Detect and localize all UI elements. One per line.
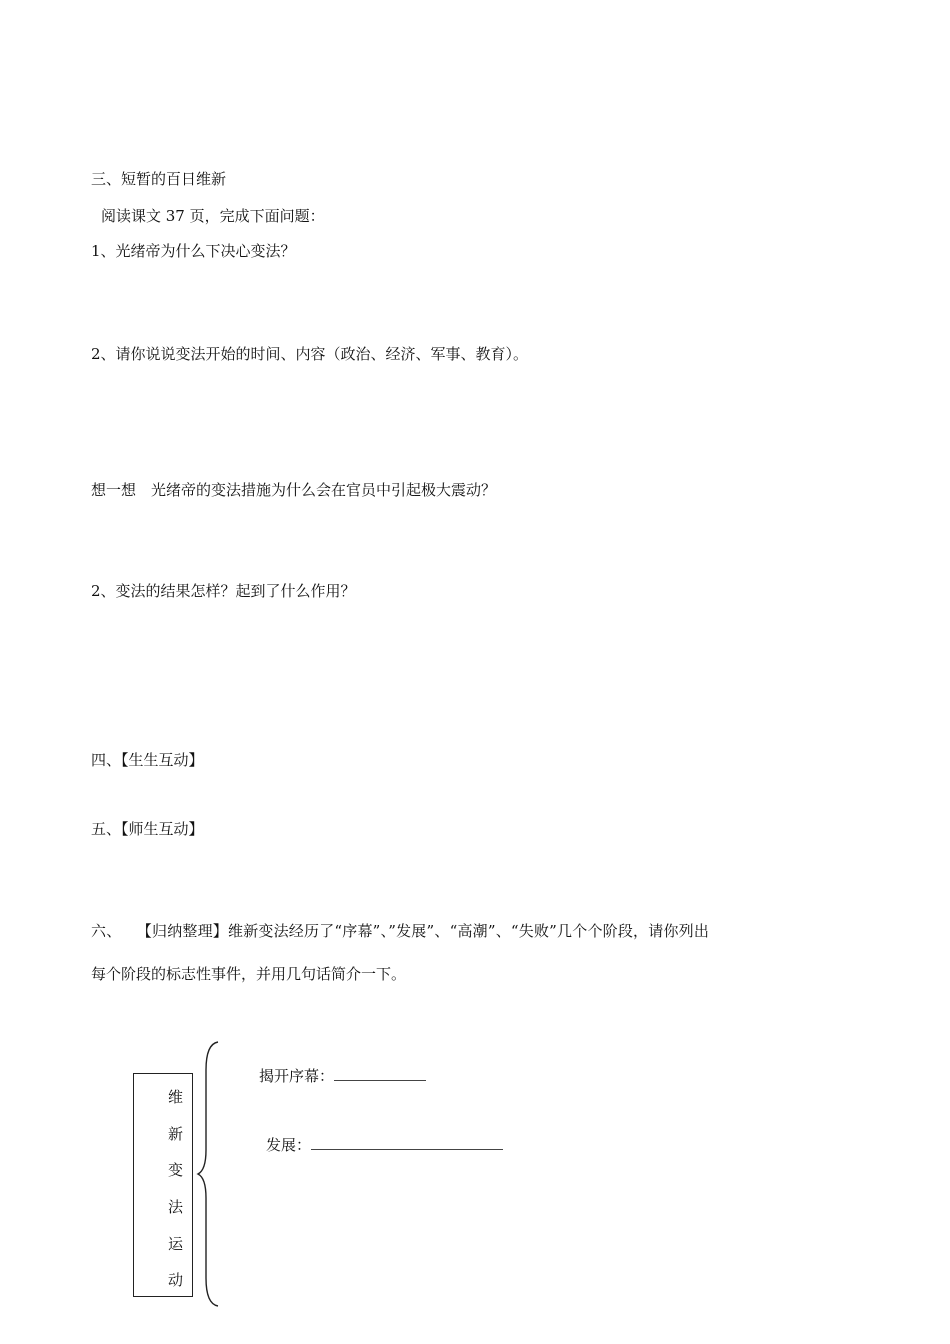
box-char: 变 (168, 1161, 184, 1179)
box-char: 维 (168, 1088, 184, 1106)
section6-line1: 六、 【归纳整理】维新变法经历了“序幕”、”发展”、“高潮”、“失败”几个个阶段，请你列出 (91, 922, 710, 940)
box-char: 法 (168, 1198, 184, 1216)
section3-title: 三、短暂的百日维新 (91, 170, 227, 188)
section3-instruction: 阅读课文 37 页，完成下面问题： (101, 207, 325, 225)
item-development-label: 发展： (266, 1136, 312, 1154)
box-char: 运 (168, 1235, 184, 1253)
think-prompt: 想一想 光绪帝的变法措施为什么会在官员中引起极大震动？ (91, 481, 497, 499)
question-3: 2、变法的结果怎样？起到了什么作用？ (91, 582, 356, 600)
item-development (266, 1135, 503, 1155)
section5-title: 五、【师生互动】 (91, 820, 204, 838)
question-1: 1、光绪帝为什么下决心变法？ (91, 242, 296, 260)
development-blank[interactable] (311, 1135, 503, 1150)
question-2: 2、请你说说变法开始的时间、内容（政治、经济、军事、教育）。 (91, 345, 529, 363)
movement-box (133, 1073, 193, 1297)
curly-brace-icon (196, 1040, 224, 1308)
box-char: 动 (168, 1271, 184, 1289)
item-prelude-label: 揭开序幕： (259, 1067, 335, 1085)
prelude-blank[interactable] (334, 1066, 426, 1081)
box-char: 新 (168, 1125, 184, 1143)
item-prelude (259, 1066, 426, 1086)
section4-title: 四、【生生互动】 (91, 751, 204, 769)
section6-line2: 每个阶段的标志性事件，并用几句话简介一下。 (91, 965, 407, 983)
